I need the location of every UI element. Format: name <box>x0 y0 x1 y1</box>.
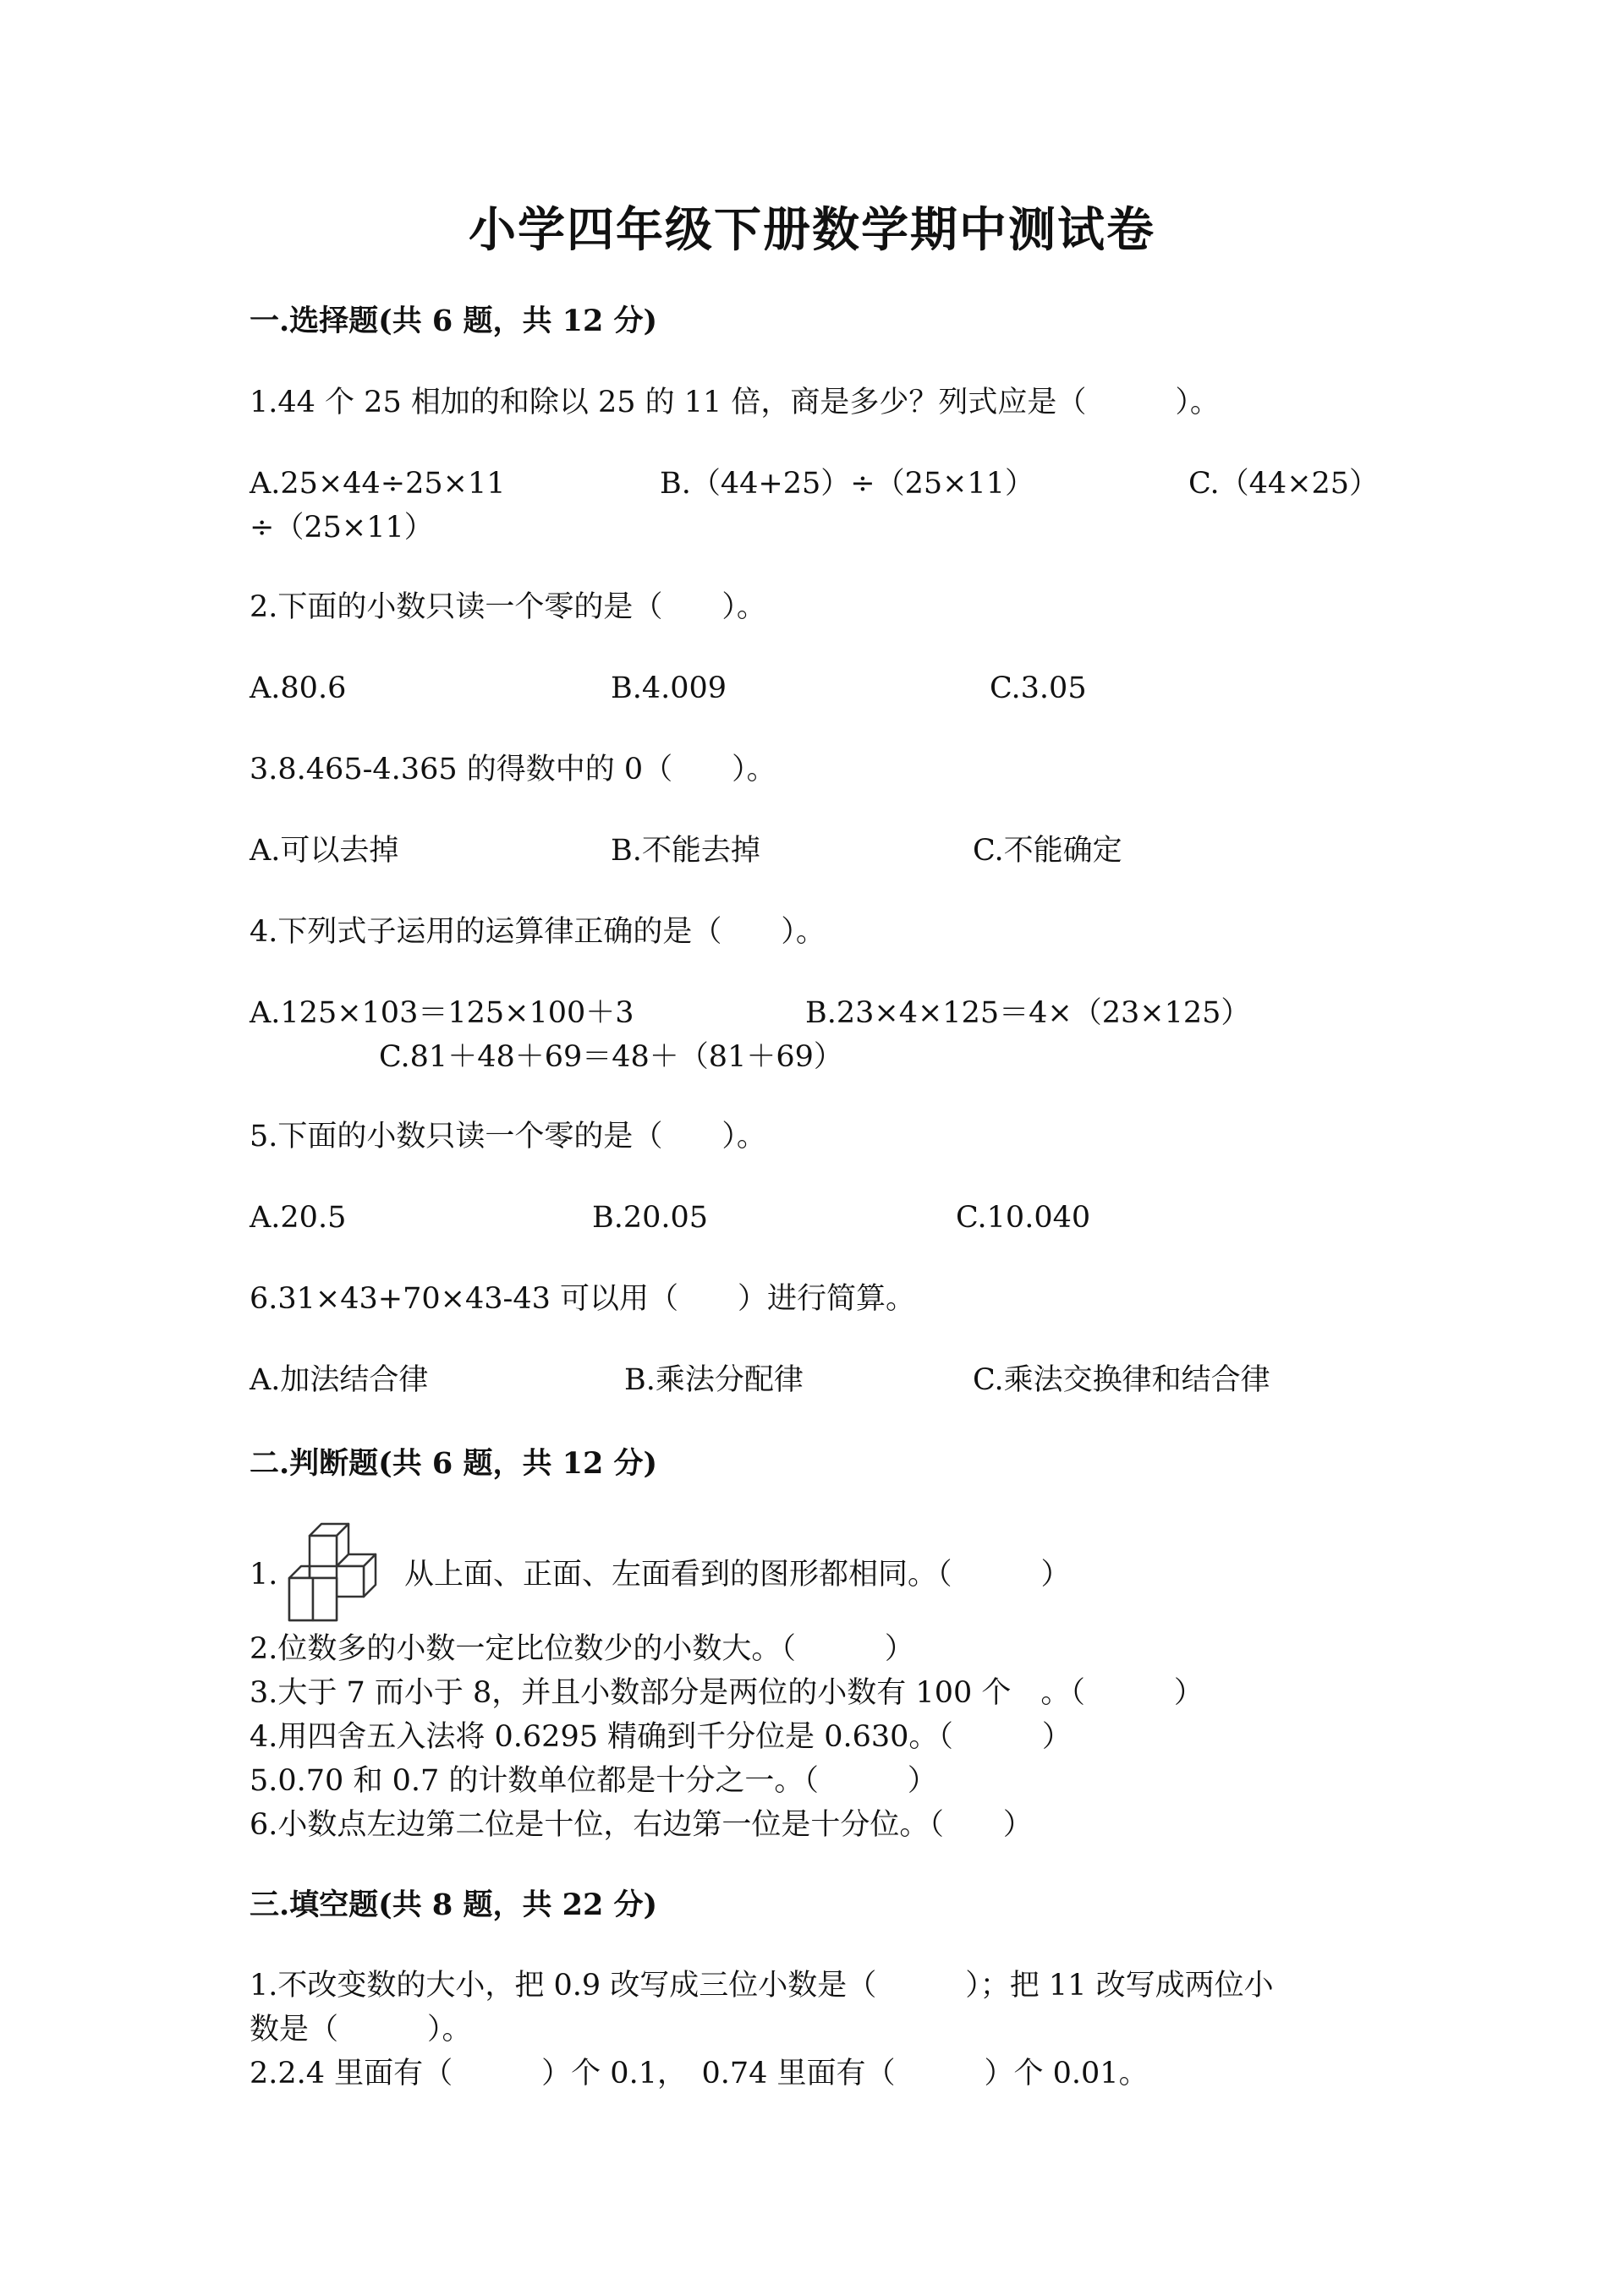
page-title: 小学四年级下册数学期中测试卷 <box>469 202 1155 258</box>
choice-1-option-c-continued: ÷（25×11） <box>250 511 434 545</box>
choice-6-option-a: A.加法结合律 <box>250 1363 429 1397</box>
judge-question-1-text: 从上面、正面、左面看到的图形都相同。（ ） <box>404 1558 1071 1592</box>
choice-question-1: 1.44 个 25 相加的和除以 25 的 11 倍，商是多少？列式应是（ ）。 <box>250 386 1220 419</box>
choice-4-option-b: B.23×4×125＝4×（23×125） <box>805 996 1251 1030</box>
choice-3-option-a: A.可以去掉 <box>250 834 399 868</box>
choice-3-option-c: C.不能确定 <box>973 834 1122 868</box>
choice-3-option-b: B.不能去掉 <box>611 834 760 868</box>
choice-5-option-a: A.20.5 <box>250 1201 347 1235</box>
choice-1-option-c: C.（44×25） <box>1188 467 1380 501</box>
judge-question-4: 4.用四舍五入法将 0.6295 精确到千分位是 0.630。（ ） <box>250 1720 1072 1754</box>
judge-question-1-number: 1. <box>250 1558 278 1592</box>
choice-2-option-a: A.80.6 <box>250 671 347 705</box>
choice-5-option-c: C.10.040 <box>956 1201 1091 1235</box>
cube-stack-figure <box>286 1521 398 1624</box>
choice-2-option-c: C.3.05 <box>990 671 1087 705</box>
choice-4-option-c: C.81＋48＋69＝48＋（81＋69） <box>379 1040 843 1074</box>
choice-6-option-b: B.乘法分配律 <box>624 1363 804 1397</box>
choice-question-3: 3.8.465-4.365 的得数中的 0（ ）。 <box>250 753 776 786</box>
choice-1-option-b: B.（44+25）÷（25×11） <box>660 467 1034 501</box>
choice-6-option-c: C.乘法交换律和结合律 <box>973 1363 1270 1397</box>
choice-5-option-b: B.20.05 <box>592 1201 709 1235</box>
section-heading-judge: 二.判断题(共 6 题，共 12 分) <box>250 1446 658 1481</box>
choice-1-option-a: A.25×44÷25×11 <box>250 467 506 501</box>
judge-question-3: 3.大于 7 而小于 8，并且小数部分是两位的小数有 100 个 。（ ） <box>250 1676 1204 1710</box>
fill-question-1-line-2: 数是（ ）。 <box>250 2013 472 2047</box>
judge-question-2: 2.位数多的小数一定比位数少的小数大。（ ） <box>250 1632 914 1666</box>
judge-question-6: 6.小数点左边第二位是十位，右边第一位是十分位。（ ） <box>250 1808 1033 1842</box>
choice-4-option-a: A.125×103＝125×100＋3 <box>250 996 634 1030</box>
judge-question-5: 5.0.70 和 0.7 的计数单位都是十分之一。（ ） <box>250 1764 937 1798</box>
choice-question-6: 6.31×43+70×43-43 可以用（ ）进行简算。 <box>250 1282 916 1316</box>
section-heading-choice: 一.选择题(共 6 题，共 12 分) <box>250 304 658 338</box>
fill-question-1-line-1: 1.不改变数的大小，把 0.9 改写成三位小数是（ ）；把 11 改写成两位小 <box>250 1969 1274 2003</box>
choice-2-option-b: B.4.009 <box>611 671 727 705</box>
section-heading-fill: 三.填空题(共 8 题，共 22 分) <box>250 1888 658 1922</box>
choice-question-5: 5.下面的小数只读一个零的是（ ）。 <box>250 1120 766 1153</box>
choice-question-4: 4.下列式子运用的运算律正确的是（ ）。 <box>250 915 826 949</box>
choice-question-2: 2.下面的小数只读一个零的是（ ）。 <box>250 590 766 624</box>
fill-question-2: 2.2.4 里面有（ ）个 0.1， 0.74 里面有（ ）个 0.01。 <box>250 2057 1149 2091</box>
